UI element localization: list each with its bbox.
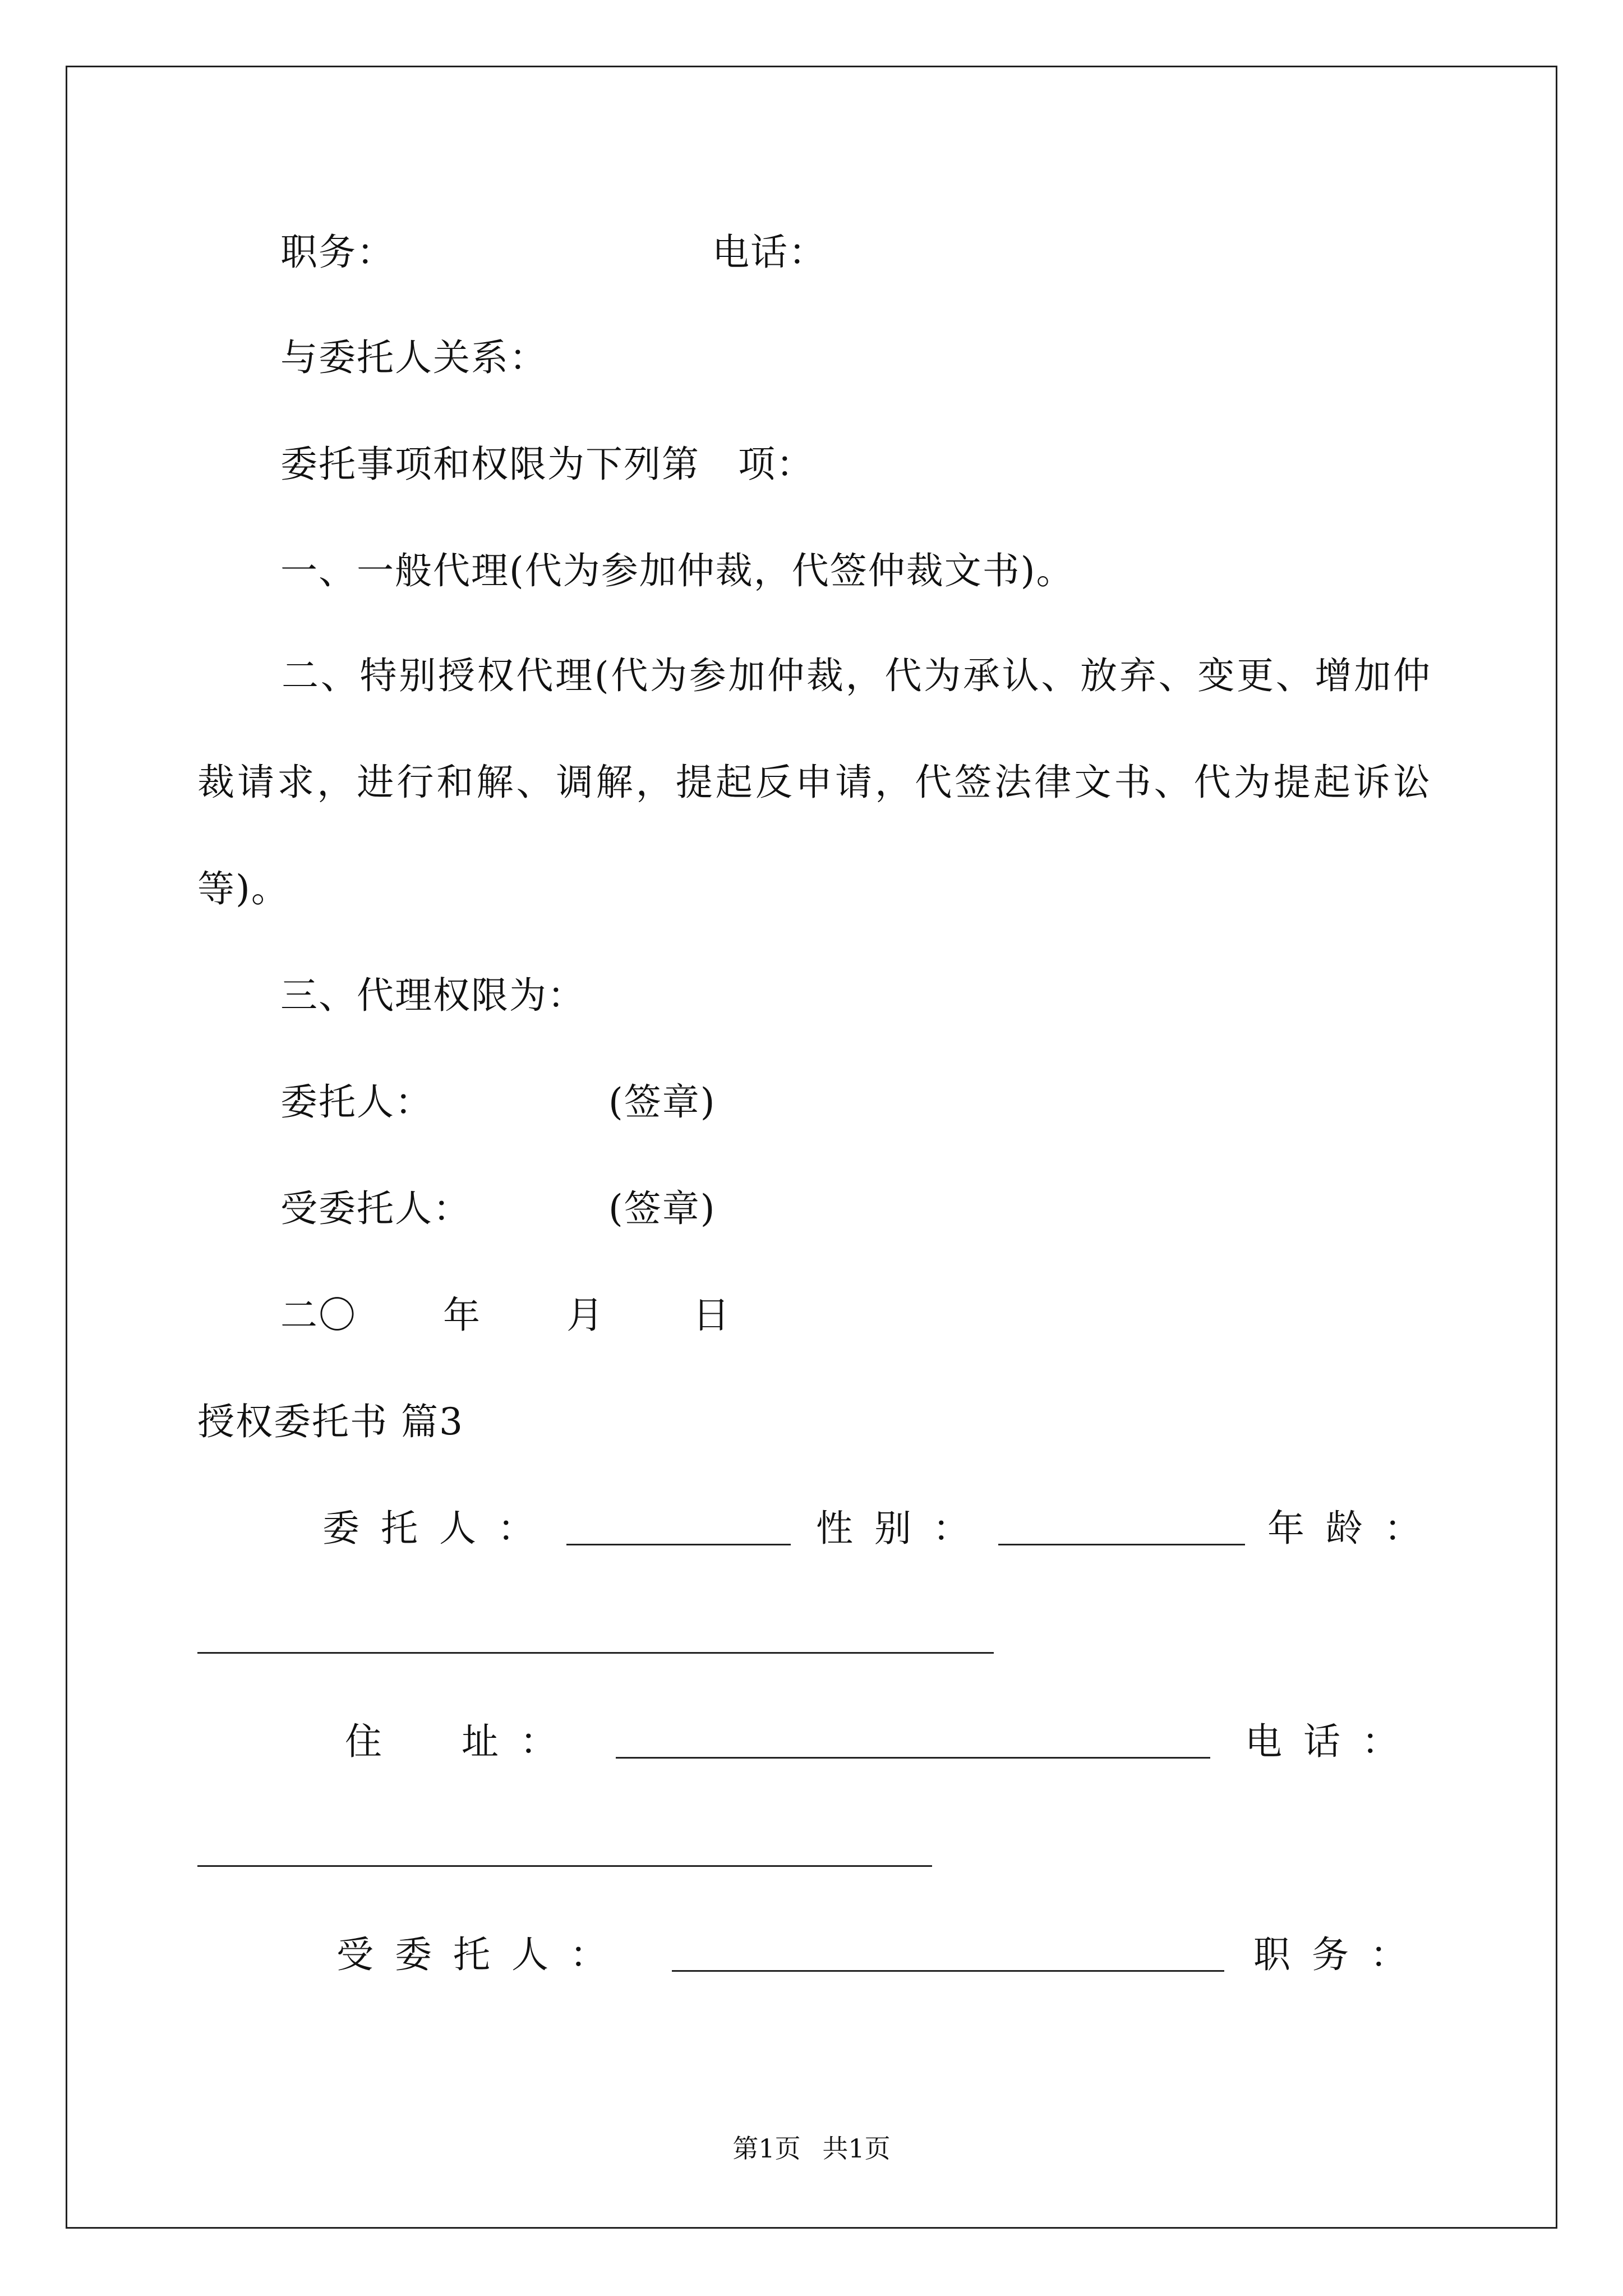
item-agency-scope: 三、代理权限为： <box>280 974 585 1017</box>
principal-seal: (签章) <box>608 1080 716 1124</box>
page-total: 共1页 <box>822 2133 891 2164</box>
matters-label: 委托事项和权限为下列第 项： <box>280 443 814 486</box>
relation-label: 与委托人关系： <box>280 336 547 379</box>
s3-phone-label: 电话： <box>1245 1720 1420 1763</box>
address-blank[interactable] <box>616 1757 1210 1759</box>
page-current: 第1页 <box>732 2133 801 2164</box>
s3-address-label: 住 址： <box>345 1720 578 1763</box>
age-blank[interactable] <box>197 1652 994 1654</box>
date-day: 日 <box>693 1294 731 1337</box>
agent-seal: (签章) <box>608 1187 716 1230</box>
phone-blank[interactable] <box>197 1865 932 1867</box>
date-prefix: 二〇 <box>280 1294 357 1337</box>
item-general-agency: 一、一般代理(代为参加仲裁，代签仲裁文书)。 <box>280 549 1075 592</box>
page-footer <box>0 2132 1623 2165</box>
s3-age-label: 年龄： <box>1267 1507 1442 1550</box>
agent-label: 受委托人： <box>280 1187 471 1230</box>
section-heading: 授权委托书 篇3 <box>197 1400 464 1443</box>
date-year: 年 <box>443 1294 481 1337</box>
gender-blank[interactable] <box>998 1544 1245 1545</box>
item-special-agency: 二、特别授权代理(代为参加仲裁，代为承认、放弃、变更、增加仲裁请求，进行和解、调解，提起反申请，代签法律文书、代为提起诉讼等)。 <box>197 654 1431 910</box>
agent-blank[interactable] <box>672 1970 1224 1972</box>
page-border <box>66 66 1557 2229</box>
position-label: 职务： <box>280 231 395 274</box>
phone-label: 电话： <box>712 231 827 274</box>
principal-label: 委托人： <box>280 1080 433 1124</box>
principal-blank[interactable] <box>566 1544 791 1545</box>
s3-agent-label: 受委托人： <box>336 1933 628 1976</box>
s3-gender-label: 性别： <box>816 1507 991 1550</box>
s3-principal-label: 委托人： <box>322 1507 556 1550</box>
s3-position-label: 职务： <box>1253 1933 1428 1976</box>
date-month: 月 <box>566 1294 605 1337</box>
